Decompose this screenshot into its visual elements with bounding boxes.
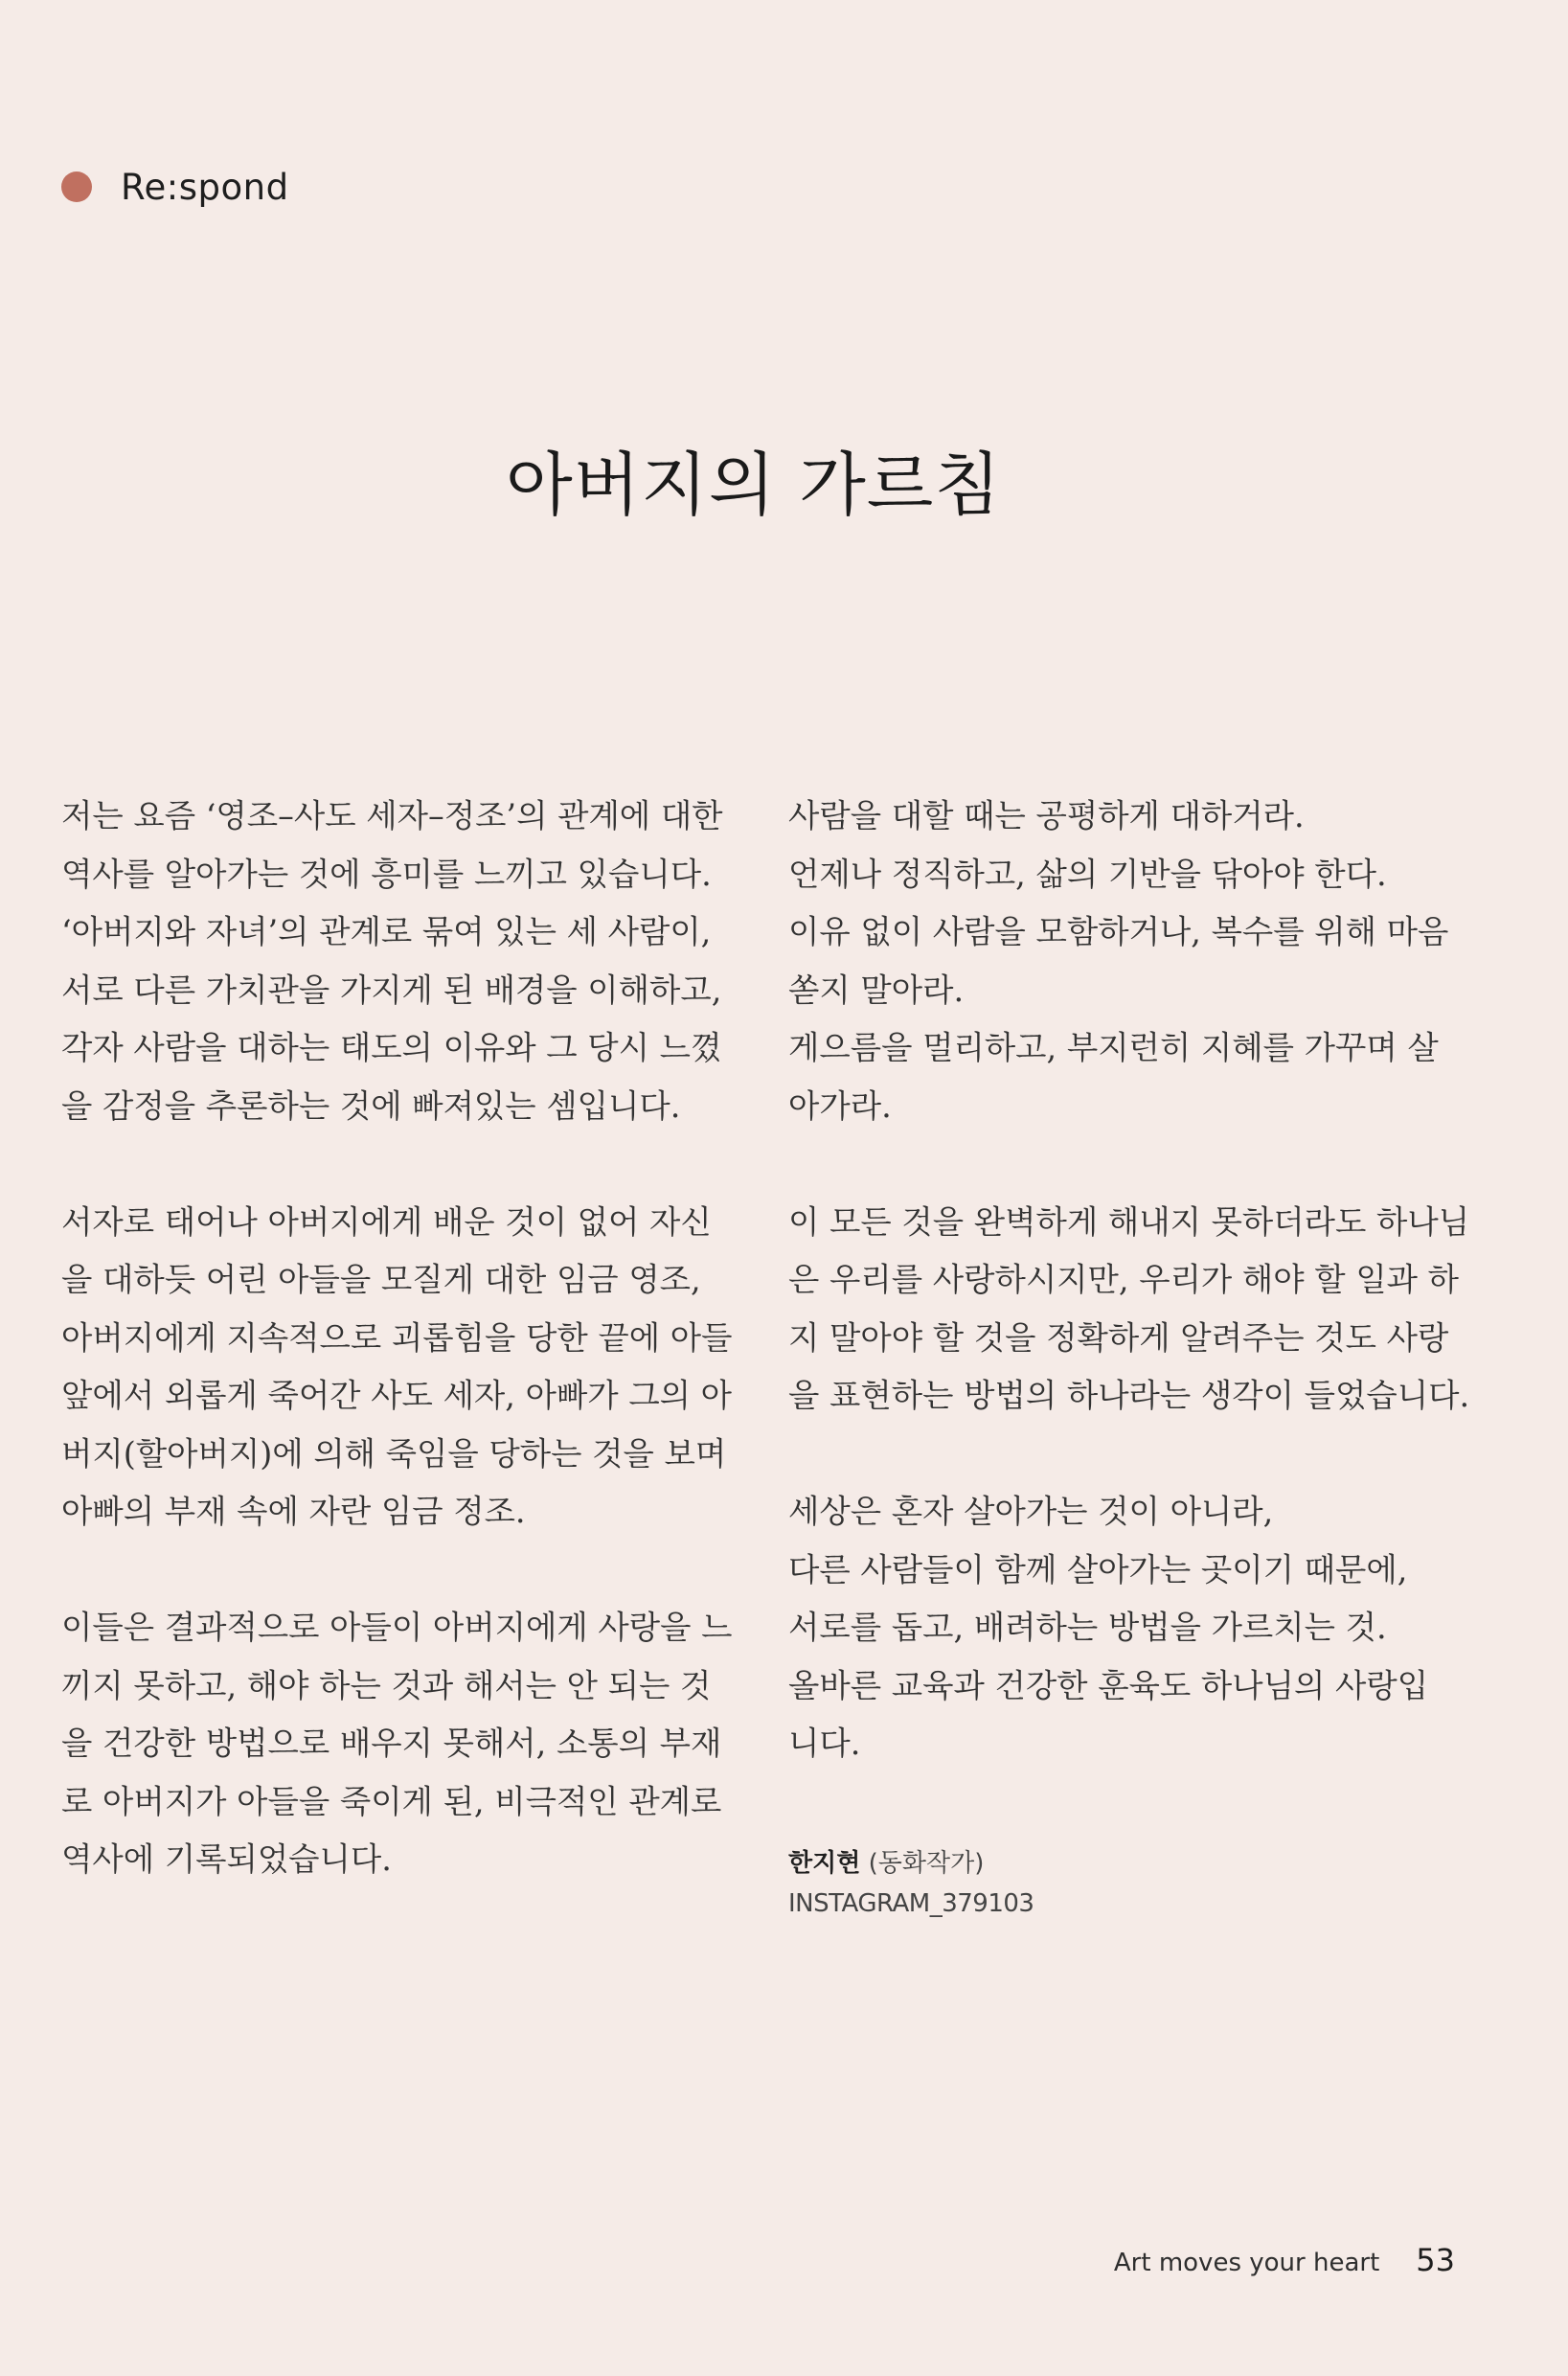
text-line: 역사를 알아가는 것에 흥미를 느끼고 있습니다. xyxy=(61,855,712,893)
text-line: 니다. xyxy=(788,1725,861,1762)
text-line: 이유 없이 사람을 모함하거나, 복수를 위해 마음 xyxy=(788,913,1449,950)
left-column xyxy=(61,788,737,1889)
right-column xyxy=(788,788,1470,1773)
text-line: 이들은 결과적으로 아들이 아버지에게 사랑을 느 xyxy=(61,1609,733,1646)
section-label: Re:spond xyxy=(121,166,289,208)
author-role: (동화작가) xyxy=(868,1849,985,1878)
text-line: 은 우리를 사랑하시지만, 우리가 해야 할 일과 하 xyxy=(788,1261,1460,1298)
text-line: 아가라. xyxy=(788,1086,892,1125)
author-instagram: INSTAGRAM_379103 xyxy=(788,1889,1034,1918)
text-line: 로 아버지가 아들을 죽이게 된, 비극적인 관계로 xyxy=(61,1782,722,1820)
right-paragraph-2 xyxy=(788,1194,1470,1426)
right-paragraph-3 xyxy=(788,1483,1464,1773)
text-line: 서로 다른 가치관을 가지게 된 배경을 이해하고, xyxy=(61,971,722,1009)
text-line: 다른 사람들이 함께 살아가는 곳이기 때문에, xyxy=(788,1550,1408,1588)
text-line: 세상은 혼자 살아가는 것이 아니라, xyxy=(788,1493,1274,1530)
text-line: 을 건강한 방법으로 배우지 못해서, 소통의 부재 xyxy=(61,1725,722,1762)
right-paragraph-1 xyxy=(788,788,1464,1135)
text-line: 지 말아야 할 것을 정확하게 알려주는 것도 사랑 xyxy=(788,1318,1449,1357)
text-line: 서자로 태어나 아버지에게 배운 것이 없어 자신 xyxy=(61,1202,712,1241)
page-number: 53 xyxy=(1416,2242,1455,2278)
text-line: 이 모든 것을 완벽하게 해내지 못하더라도 하나님 xyxy=(788,1202,1470,1241)
author-name: 한지현 xyxy=(788,1849,861,1878)
text-line: 언제나 정직하고, 삶의 기반을 닦아야 한다. xyxy=(788,855,1387,893)
text-line: 각자 사람을 대하는 태도의 이유와 그 당시 느꼈 xyxy=(61,1029,722,1066)
page-footer xyxy=(1114,2242,1455,2278)
text-line: ‘아버지와 자녀’의 관계로 묶여 있는 세 사람이, xyxy=(61,913,712,950)
text-line: 을 대하듯 어린 아들을 모질게 대한 임금 영조, xyxy=(61,1261,701,1298)
text-line: 역사에 기록되었습니다. xyxy=(61,1840,392,1878)
text-line: 쏟지 말아라. xyxy=(788,971,965,1009)
page-title: 아버지의 가르침 xyxy=(506,445,1002,525)
text-line: 사람을 대할 때는 공평하게 대하거라. xyxy=(788,797,1305,834)
text-line: 을 표현하는 방법의 하나라는 생각이 들었습니다. xyxy=(788,1377,1470,1414)
section-tag xyxy=(61,163,289,211)
author-credit xyxy=(788,1843,1034,1924)
text-line: 서로를 돕고, 배려하는 방법을 가르치는 것. xyxy=(788,1609,1387,1646)
text-line: 올바른 교육과 건강한 훈육도 하나님의 사랑입 xyxy=(788,1666,1429,1704)
left-paragraph-2 xyxy=(61,1194,737,1542)
text-line: 버지(할아버지)에 의해 죽임을 당하는 것을 보며 xyxy=(61,1434,727,1473)
text-line: 아버지에게 지속적으로 괴롭힘을 당한 끝에 아들 xyxy=(61,1318,733,1357)
section-dot-icon xyxy=(61,171,92,202)
text-line: 앞에서 외롭게 죽어간 사도 세자, 아빠가 그의 아 xyxy=(61,1377,733,1414)
text-line: 끼지 못하고, 해야 하는 것과 해서는 안 되는 것 xyxy=(61,1666,712,1704)
text-line: 게으름을 멀리하고, 부지런히 지혜를 가꾸며 살 xyxy=(788,1029,1439,1066)
text-line: 을 감정을 추론하는 것에 빠져있는 셈입니다. xyxy=(61,1086,681,1125)
left-paragraph-1 xyxy=(61,788,737,1135)
text-line: 저는 요즘 ‘영조–사도 세자–정조’의 관계에 대한 xyxy=(61,797,723,834)
footer-slogan: Art moves your heart xyxy=(1113,2249,1380,2277)
left-paragraph-3 xyxy=(61,1599,737,1889)
text-line: 아빠의 부재 속에 자란 임금 정조. xyxy=(61,1493,526,1530)
